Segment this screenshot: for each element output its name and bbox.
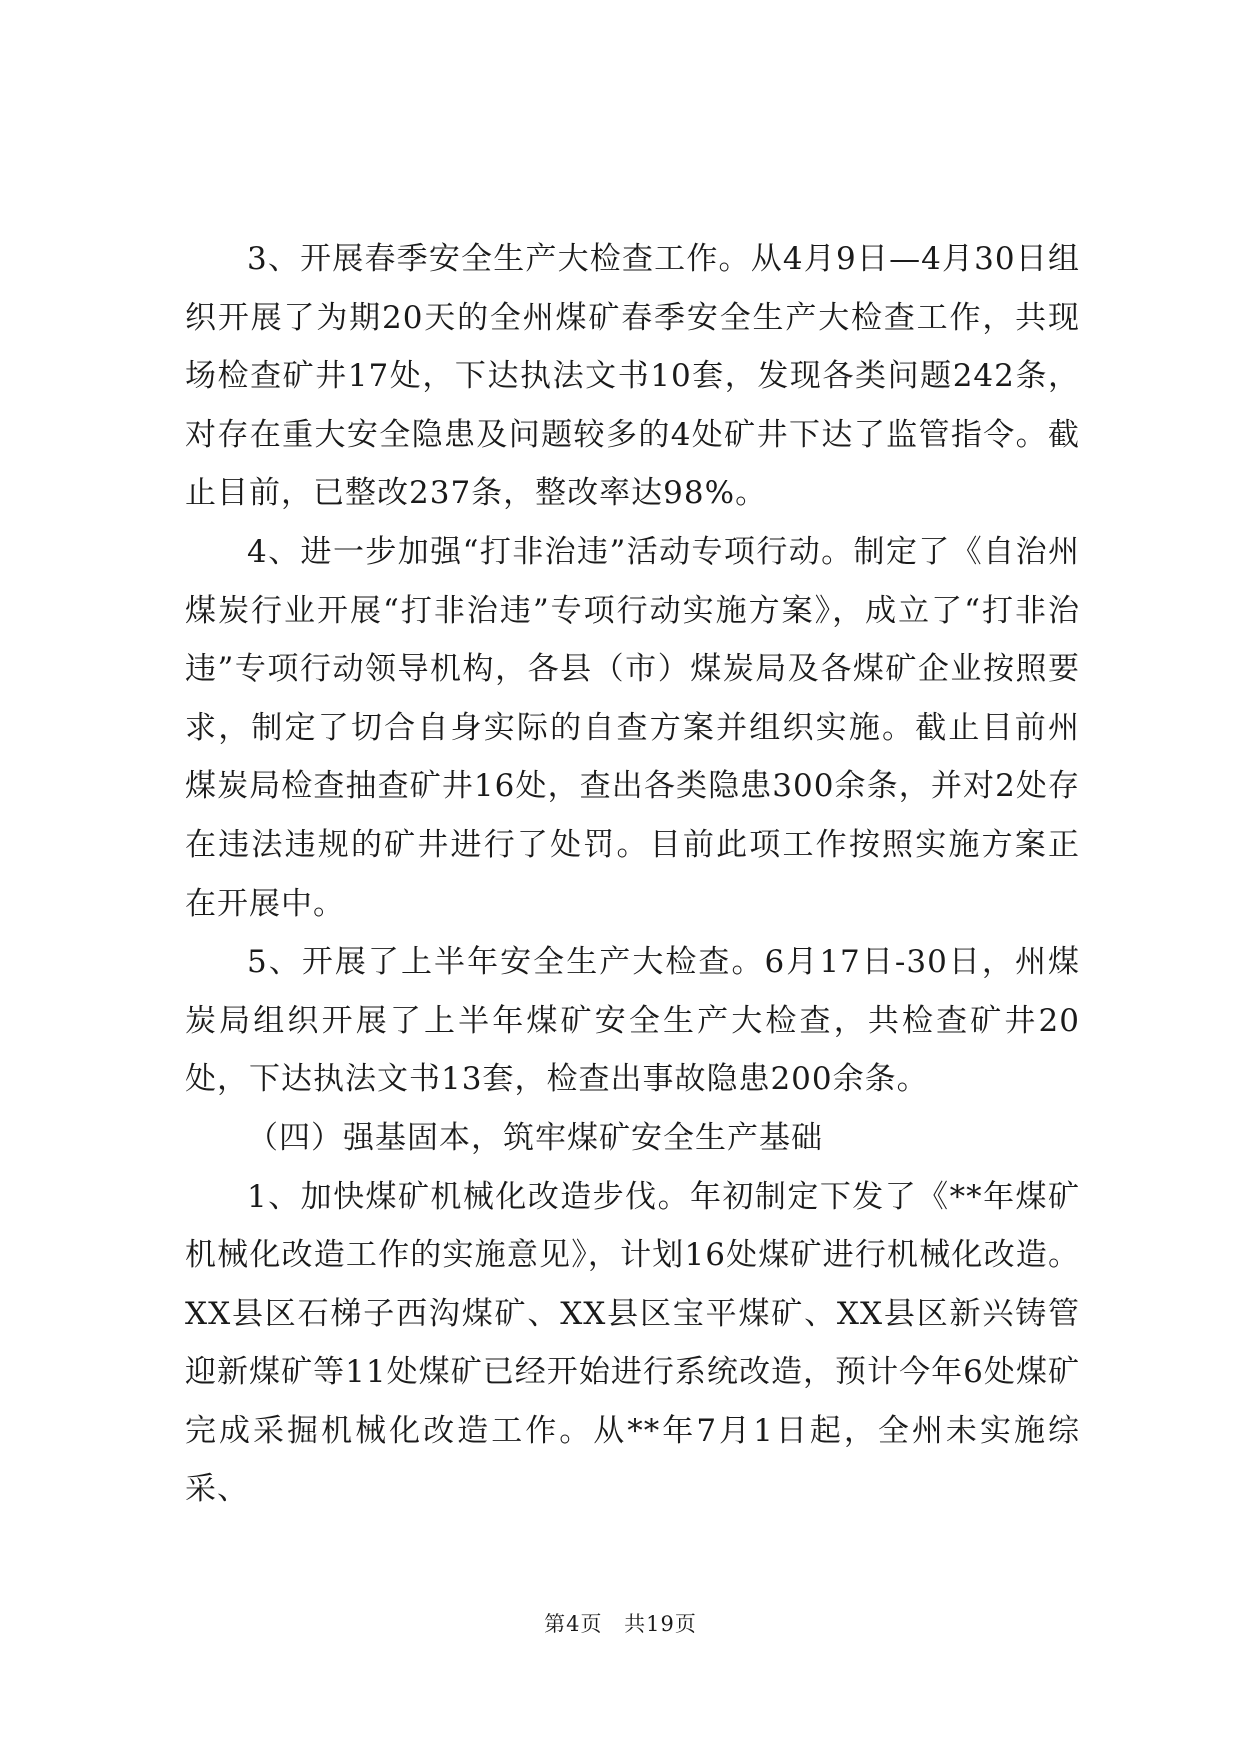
page-total: 共19页 bbox=[624, 1612, 697, 1636]
section-heading: （四）强基固本，筑牢煤矿安全生产基础 bbox=[247, 1119, 823, 1156]
paragraph-illegal-crackdown: 4、进一步加强“打非治违”活动专项行动。制定了《自治州煤炭行业开展“打非治违”专项行动实施方案》，成立了“打非治违”专项行动领导机构，各县（市）煤炭局及各煤矿企业按照要求，制定了切合自身实际的自查方案并组织实施。截止目前州煤炭局检查抽查矿井16处，查出各类隐患300余条，并对2处存在违法违规的矿井进行了处罚。目前此项工作按照实施方案正在开展中。 bbox=[185, 533, 1080, 922]
page-footer bbox=[0, 1608, 1241, 1638]
page-number: 第4页 bbox=[544, 1612, 603, 1636]
paragraph-mechanization: 1、加快煤矿机械化改造步伐。年初制定下发了《**年煤矿机械化改造工作的实施意见》，计划16处煤矿进行机械化改造。XX县区石梯子西沟煤矿、XX县区宝平煤矿、XX县区新兴铸管迎新煤矿等11处煤矿已经开始进行系统改造，预计今年6处煤矿完成采掘机械化改造工作。从**年7月1日起，全州未实施综采、 bbox=[185, 1178, 1080, 1508]
paragraph-spring-inspection: 3、开展春季安全生产大检查工作。从4月9日—4月30日组织开展了为期20天的全州煤矿春季安全生产大检查工作，共现场检查矿井17处，下达执法文书10套，发现各类问题242条，对存在重大安全隐患及问题较多的4处矿井下达了监管指令。截止目前，已整改237条，整改率达98%。 bbox=[185, 241, 1080, 512]
paragraph-half-year-inspection: 5、开展了上半年安全生产大检查。6月17日-30日，州煤炭局组织开展了上半年煤矿安全生产大检查，共检查矿井20处，下达执法文书13套，检查出事故隐患200余条。 bbox=[185, 944, 1080, 1098]
document-body bbox=[185, 230, 1080, 1519]
